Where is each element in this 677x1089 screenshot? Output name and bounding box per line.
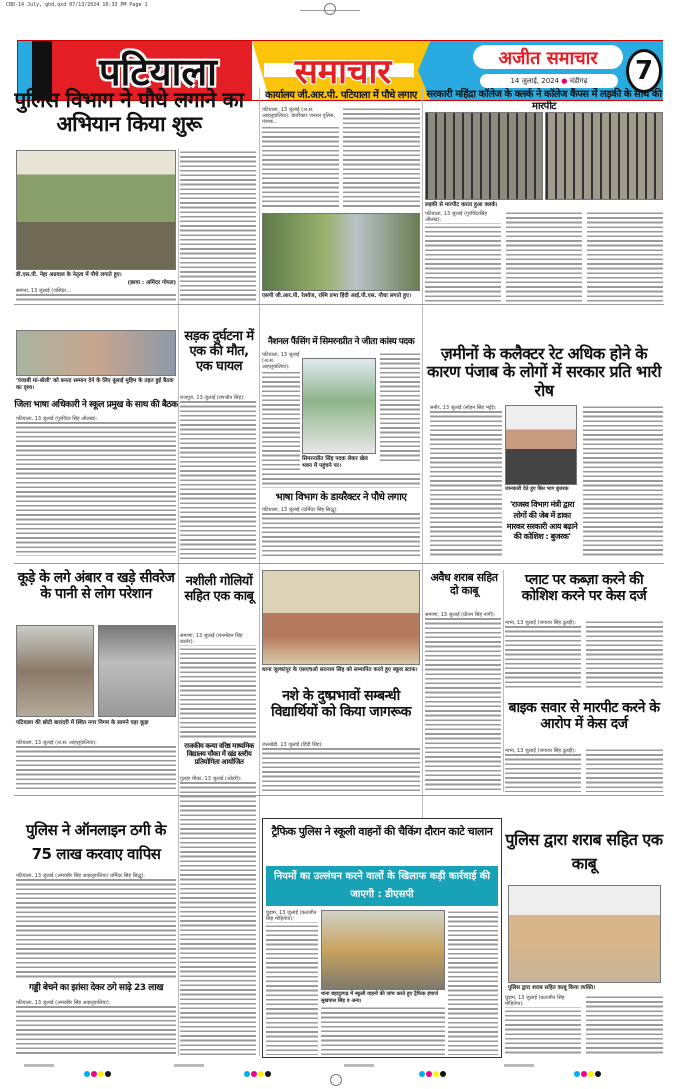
dateline: पटियाला, 13 जुलाई (गुरविंदरसिंह औलख): — [425, 211, 501, 223]
headline: ट्रैफिक पुलिस ने स्कूली वाहनों की चैकिंग दौरान काटे चालान — [271, 825, 493, 838]
registration-mark-icon — [324, 3, 336, 15]
photo-portrait — [505, 405, 577, 485]
photo-tree-planting — [16, 150, 176, 270]
bullet-icon: ● — [561, 77, 568, 85]
photo-traffic-check — [321, 910, 445, 990]
headline: नशीली गोलियों सहित एक काबू — [184, 574, 254, 604]
dateline: पटियाला, 13 जुलाई (अ.स. आहलूवालिया): डायरैक्टर जनरल पुलिस, पंजाब... — [262, 107, 339, 125]
headline: गड्डी बेचने का झांसा देकर ठगे साढ़े 23 लाख — [29, 983, 163, 993]
article-body — [506, 211, 582, 303]
dateline: राजपुरा, 13 जुलाई (रणजीत सिंह): — [180, 395, 256, 401]
dateline: पटियाला, 13 जुलाई (अ.स. आहलूवालिया): — [16, 740, 176, 746]
dateline: समाणा, 13 जुलाई (प्रीतम सिंह नागी): — [425, 612, 501, 618]
photo-caption: पटियाला की छोटी बारांदरी में स्थित नगर निगम के सामने पड़ा कूड़ा — [16, 720, 149, 726]
photo-caption: सिमरनप्रीत सिंह पदक लेकर खेल भवन में पहुंचने पर। — [302, 456, 368, 469]
photo-caption: जानकारी देते हुए बिल भाग बुजरक — [505, 486, 569, 492]
photo-caption: थाना बहादुरगढ़ में स्कूली वाहनों की जांच करते हुए ट्रैफिक इंचार्ज सुखपाल सिंह व अन्य। — [321, 991, 438, 1004]
headline: बाइक सवार से मारपीट करने के आरोप में केस दर्ज — [508, 700, 660, 733]
article-body — [587, 211, 663, 303]
dateline: घुड़ाम, 13 जुलाई (कलजीत सिंह मोहितेपा): — [505, 995, 581, 1007]
headline: जिला भाषा अधिकारी ने स्कूल प्रमुख के साथ की बैठक — [14, 400, 178, 410]
article-body — [180, 150, 256, 302]
headline: भाषा विभाग के डायरैक्टर ने पौधे लगाए — [275, 492, 407, 503]
photo-caption: लड़की से मारपीट करता हुआ क्लर्क। — [425, 202, 498, 208]
dateline: पटियाला, 13 जुलाई (अ.स. आहलूवालिया): — [262, 352, 300, 370]
headline: कार्यालय जी.आर.पी. पटियाला में पौधे लगाए — [265, 90, 417, 101]
article-body — [586, 995, 663, 1055]
printer-registration-bar — [14, 1062, 664, 1070]
photo-meeting — [16, 330, 176, 376]
headline: नशे के दुष्प्रभावों सम्बन्धी विद्यार्थियों को किया जागरूक — [271, 688, 411, 721]
photo-sewage-water — [98, 625, 176, 717]
pull-quote: 'राजस्व विभाग मंत्री द्वारा लोगों की जेब में डाका मारकर सरकारी आय बढ़ाने की कोशिश : बुजरक' — [506, 500, 578, 542]
photo-caption: पुलिस द्वारा शराब सहित काबू किया व्यक्ति। — [508, 985, 596, 991]
headline: पुलिस ने ऑनलाइन ठगी के 75 लाख करवाए वापिस — [26, 821, 166, 863]
photo-caption: एसपी जी.आर.पी. रेलवेज, रश्मि प्रभा हिंदी आई.पी.एस. पौधा लगाते हुए। — [262, 293, 412, 299]
headline: कूड़े के लगे अंबार व खड़े सीवरेज के पानी से लोग परेशान — [17, 570, 175, 603]
page-number: 7 — [626, 49, 662, 93]
headline: पुलिस द्वारा शराब सहित एक काबू — [505, 830, 663, 873]
edition-city: चंडीगढ़ — [569, 77, 588, 85]
article-body — [586, 620, 663, 690]
photo-caption: थाना जुल्कांपुर के एसएचओ सतनाम सिंह को सम्मानित करते हुए स्कूल स्टाफ। — [262, 667, 418, 673]
dateline: नाभा, 13 जुलाई (जगतार सिंह दुलद्दी): — [505, 748, 581, 754]
dateline: जलखेड़ी, 13 जुलाई (हिंदी सिंह): — [262, 742, 420, 748]
headline: नैशनल फैंसिंग में सिमरनप्रीत ने जीता कांस्य पदक — [267, 337, 415, 347]
photo-caption: डी.एस.पी. नेहा अग्रवाल के नेतृत्व में पौधे लगाते हुए। — [16, 272, 122, 278]
sub-headline-banner: नियमों का उल्लंघन करने वालों के खिलाफ कड़ी कार्रवाई की जाएगी : डीएसपी — [266, 866, 498, 906]
print-slug: CBD-14 July, ghd.qxd 07/13/2024 10:33 PM Page 1 — [6, 2, 148, 8]
section-title-patiala: पटियाला — [98, 50, 218, 94]
issue-date: 14 जुलाई, 2024 — [510, 77, 560, 85]
dateline: समाना, 13 जुलाई (जसिंदर... — [16, 288, 176, 294]
article-body — [380, 352, 420, 464]
photo-garbage — [16, 625, 94, 717]
section-title-samachar: समाचार — [294, 52, 392, 92]
headline: प्लाट पर कब्ज़ा करने की कोशिश करने पर केस दर्ज — [521, 572, 647, 605]
headline: पुलिस विभाग ने पौधे लगाने का अभियान किया शुरू — [14, 88, 244, 137]
dateline: नाभा, 13 जुलाई (जगतार सिंह दुलद्दी): — [505, 620, 581, 626]
photo-medal-winner — [302, 358, 376, 454]
headline: सरकारी महिंद्रा कॉलेज के क्लर्क ने कॉलेज कैंपस में लड़की के साथ की मारपीट — [426, 89, 662, 112]
headline: सड़क दुर्घटना में एक की मौत, एक घायल — [184, 329, 254, 374]
headline: राजकीय कन्या वरिष्ठ माध्यमिक विद्यालय चौका में खंड स्तरीय प्रतियोगिता आयोजित — [184, 742, 254, 767]
dateline: पटियाला, 13 जुलाई (अमरबीर सिंह आहलूवालिया): — [16, 1000, 176, 1006]
headline: ज़मीनों के कलैक्टर रेट अधिक होने के कारण पंजाब के लोगों में सरकार प्रति भारी रोष — [426, 344, 662, 400]
article-body — [321, 1006, 445, 1055]
photo-school-event — [262, 570, 420, 665]
article-body — [586, 748, 663, 792]
article-body — [343, 107, 420, 209]
article-body — [448, 910, 498, 1055]
photo-police-arrest — [508, 885, 661, 983]
article-body — [262, 472, 420, 488]
dateline: समाणा, 13 जुलाई (मनमोहन सिंह कालेर): — [180, 633, 256, 645]
registration-mark-icon — [330, 1074, 342, 1086]
newspaper-name: अजीत समाचार — [498, 48, 598, 69]
article-body — [583, 405, 663, 557]
headline: अवैध शराब सहित दो काबू — [430, 571, 498, 597]
dateline: पटियाला, 13 जुलाई (धर्मिंदर सिंह सिद्धू): — [262, 507, 420, 513]
photo-grp-plantation — [262, 213, 420, 291]
dateline: गुलहा चीका, 13 जुलाई (ओहरी): — [180, 776, 256, 782]
dateline: सनौर, 13 जुलाई (सोहन सिंह भट्टी): — [430, 405, 502, 411]
photo-college-gate-2 — [545, 112, 663, 200]
dateline: घुड़ाम, 13 जुलाई (कलजीत सिंह मोहितेपा): — [266, 910, 317, 922]
dateline: पटियाला, 13 जुलाई (गुरविंदर सिंह औलख): — [16, 416, 176, 422]
dateline: पटियाला, 13 जुलाई (अमरबीर सिंह आहलूवालिया/ धर्मिंदर सिंह सिद्धू): — [16, 873, 176, 879]
photo-credit: (छाया : अमिंदर गोयल) — [127, 280, 176, 286]
photo-college-gate-1 — [425, 112, 543, 200]
photo-caption: 'पंजाबी मां-बोली' को बनता सम्मान देने के लिए बुलाई मुहिम के तहत हुई बैठक का दृश्य। — [16, 378, 174, 391]
